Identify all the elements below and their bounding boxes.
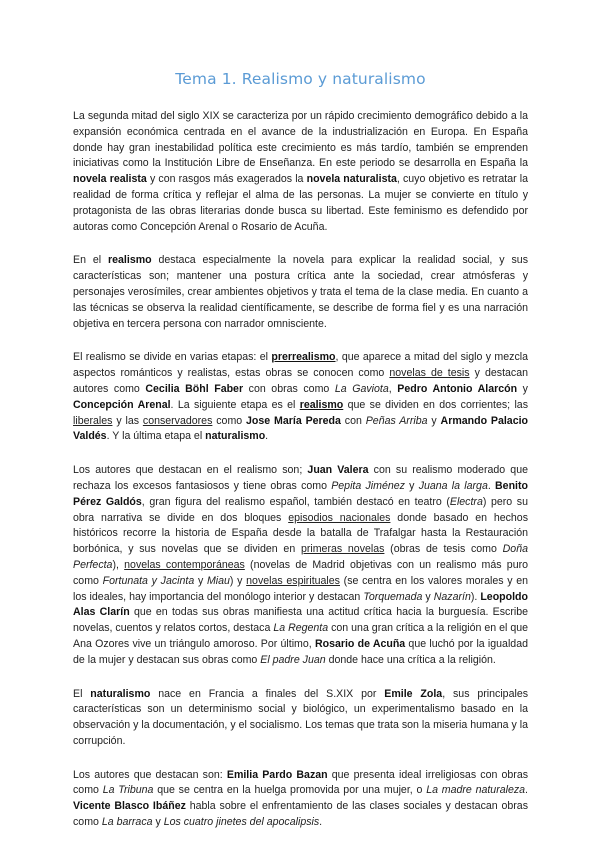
- text-run: El: [73, 687, 91, 700]
- text-run: nace en Francia a finales del S.XIX por: [150, 687, 385, 700]
- text-run: con una gran crítica a la religión en el que Ana Ozores vive un triángulo amoroso. Por último,: [73, 622, 528, 650]
- paragraph-1: [73, 109, 528, 235]
- italic-text-run: Nazarín: [433, 590, 471, 603]
- text-run: y con rasgos más exagerados la: [146, 173, 307, 186]
- text-run: donde basado en hechos históricos recorre la historia de España desde la batalla de Trafalgar hasta la Restauración borbónica, y sus novelas que se dividen en: [73, 511, 528, 556]
- paragraph-6: [73, 768, 528, 831]
- text-run: que se dividen en dos corrientes; las: [343, 398, 528, 411]
- text-run: La segunda mitad del siglo XIX se caracteriza por un rápido crecimiento demográfico debido a la expansión económica centrada en el avance de la industrialización en Europa. En España donde hay gran inestabilidad política este crecimiento es más tardío, también se emprenden iniciativas como la Institución Libre de Enseñanza. En este periodo se desarrolla en España la: [73, 110, 528, 170]
- italic-text-run: Pepita Jiménez: [331, 479, 405, 492]
- bold-text-run: Emilia Pardo Bazan: [226, 768, 328, 781]
- text-run: .: [319, 816, 323, 829]
- text-run: Los autores que destacan son:: [73, 768, 227, 781]
- text-run: que en todas sus obras manifiesta una actitud crítica hacia la burguesía. Escribe novelas, cuentos y relatos cortos, destaca: [73, 606, 528, 635]
- bold-text-run: Leopoldo Alas Clarín: [73, 590, 528, 619]
- underlined-text-run: novelas contemporáneas: [124, 558, 245, 571]
- text-run: ,: [388, 382, 398, 395]
- text-run: y las: [112, 414, 143, 427]
- text-run: , que aparece a mitad del siglo y mezcla aspectos románticos y realistas, estas obras se conocen como: [73, 351, 528, 380]
- text-run: con su realismo moderado que rechaza los excesos fantasiosos y tiene obras como: [73, 464, 528, 492]
- italic-text-run: La Gaviota: [334, 382, 389, 395]
- italic-text-run: Juana la larga: [418, 479, 488, 492]
- text-run: y: [404, 479, 419, 492]
- text-run: Los autores que destacan en el realismo son;: [73, 464, 308, 477]
- bold-text-run: Juan Valera: [307, 464, 369, 477]
- text-run: y destacan autores como: [73, 367, 529, 395]
- text-run: y: [194, 574, 207, 587]
- text-run: ) pero su obra narrativa se divide en dos bloques: [73, 495, 528, 524]
- bold-text-run: Benito Pérez Galdós: [73, 479, 528, 508]
- bold-text-run: Vicente Blasco Ibáñez: [73, 800, 186, 813]
- text-run: En el: [73, 254, 109, 267]
- underlined-text-run: primeras novelas: [300, 543, 385, 556]
- bold-text-run: Armando Palacio Valdés: [73, 414, 529, 443]
- text-run: destaca especialmente la novela para explicar la realidad social, y sus características son; mantener una postura crítica ante la sociedad, crear atmósferas y personajes verosímiles, crear ambientes objetivos y trata el tema de la clase media. En cuanto a las técnicas se observa la realidad científicamente, se describe de forma fiel y es una narración objetiva en tercera persona con narrador omnisciente.: [73, 254, 528, 330]
- bold-text-run: Rosario de Acuña: [314, 637, 406, 650]
- text-run: .: [525, 784, 528, 797]
- underlined-text-run: episodios nacionales: [288, 511, 391, 524]
- text-run: (se centra en los valores morales y en los ideales, hay importancia del monólogo interior y destacan: [73, 574, 528, 603]
- text-run: .: [265, 430, 269, 443]
- paragraph-4: [73, 463, 528, 668]
- text-run: , gran figura del realismo español, también destacó en teatro (: [141, 495, 450, 508]
- text-run: (obras de tesis como: [384, 543, 503, 556]
- italic-text-run: Electra: [449, 495, 483, 508]
- text-run: donde hace una crítica a la religión.: [325, 653, 496, 666]
- italic-text-run: Doña Perfecta: [73, 543, 528, 571]
- text-run: que se centra en la huelga promovida por una mujer, o: [153, 784, 427, 797]
- bold-text-run: realismo: [108, 254, 152, 267]
- bold-underlined-text-run: realismo: [299, 398, 344, 411]
- text-run: ).: [470, 590, 481, 603]
- text-run: , sus principales características son un determinismo social y biológico, un experimentalismo basado en la observación y la documentación, y el socialismo. Los temas que trata son la miseria humana y la corrupción.: [73, 687, 529, 747]
- italic-text-run: Torquemada: [363, 590, 423, 603]
- italic-text-run: La Regenta: [273, 622, 329, 635]
- text-run: con: [340, 414, 366, 427]
- bold-text-run: Pedro Antonio Alarcón: [397, 382, 518, 395]
- bold-text-run: Jose María Pereda: [246, 414, 341, 427]
- bold-text-run: Concepción Arenal: [73, 398, 171, 411]
- italic-text-run: Miau: [206, 574, 230, 587]
- text-run: .: [487, 479, 496, 492]
- text-run: y: [422, 590, 434, 603]
- bold-text-run: novela realista: [73, 173, 147, 186]
- italic-text-run: Los cuatro jinetes del apocalipsis: [163, 816, 320, 829]
- bold-underlined-text-run: prerrealismo: [271, 351, 336, 364]
- text-run: . Y la última etapa el: [106, 430, 206, 443]
- bold-text-run: novela naturalista: [306, 173, 397, 186]
- text-run: El realismo se divide en varias etapas: el: [73, 351, 272, 364]
- text-run: . La siguiente etapa es el: [170, 398, 300, 411]
- page-title: Tema 1. Realismo y naturalismo: [175, 70, 426, 88]
- text-run: (novelas de Madrid objetivas con un realismo más puro como: [73, 558, 529, 587]
- text-run: y: [427, 414, 441, 427]
- text-run: como: [212, 414, 247, 427]
- text-run: y: [517, 382, 528, 395]
- bold-text-run: Cecilia Böhl Faber: [145, 382, 244, 395]
- text-run: ),: [112, 558, 125, 571]
- text-run: habla sobre el enfrentamiento de las clases sociales y destacan obras como: [73, 800, 528, 829]
- italic-text-run: La Tribuna: [102, 784, 154, 797]
- paragraph-2: [73, 253, 528, 332]
- bold-text-run: naturalismo: [205, 430, 266, 443]
- underlined-text-run: conservadores: [142, 414, 213, 427]
- italic-text-run: Fortunata y Jacinta: [102, 574, 195, 587]
- text-run: y: [152, 816, 164, 829]
- bold-text-run: naturalismo: [90, 687, 151, 700]
- text-run: que presenta ideal irreligiosas con obras como: [73, 768, 529, 797]
- italic-text-run: El padre Juan: [260, 653, 326, 666]
- italic-text-run: La madre naturaleza: [426, 784, 526, 797]
- italic-text-run: Peñas Arriba: [365, 414, 428, 427]
- underlined-text-run: liberales: [73, 414, 113, 427]
- text-run: ) y: [229, 574, 247, 587]
- document-body: [73, 109, 528, 831]
- bold-text-run: Emile Zola: [384, 687, 443, 700]
- text-run: , cuyo objetivo es retratar la realidad de forma crítica y reflejar el alma de las personas. La mujer se convierte en título y protagonista de las obras literarias donde busca su libertad. Este feminismo es defendido por autoras como Concepción Arenal o Rosario de Acuña.: [73, 173, 529, 233]
- text-run: que luchó por la igualdad de la mujer y destacan sus obras como: [73, 637, 528, 666]
- paragraph-3: [73, 350, 528, 445]
- italic-text-run: La barraca: [101, 816, 153, 829]
- paragraph-5: [73, 687, 528, 750]
- underlined-text-run: novelas espirituales: [246, 574, 340, 587]
- text-run: con obras como: [243, 382, 335, 395]
- underlined-text-run: novelas de tesis: [389, 367, 470, 380]
